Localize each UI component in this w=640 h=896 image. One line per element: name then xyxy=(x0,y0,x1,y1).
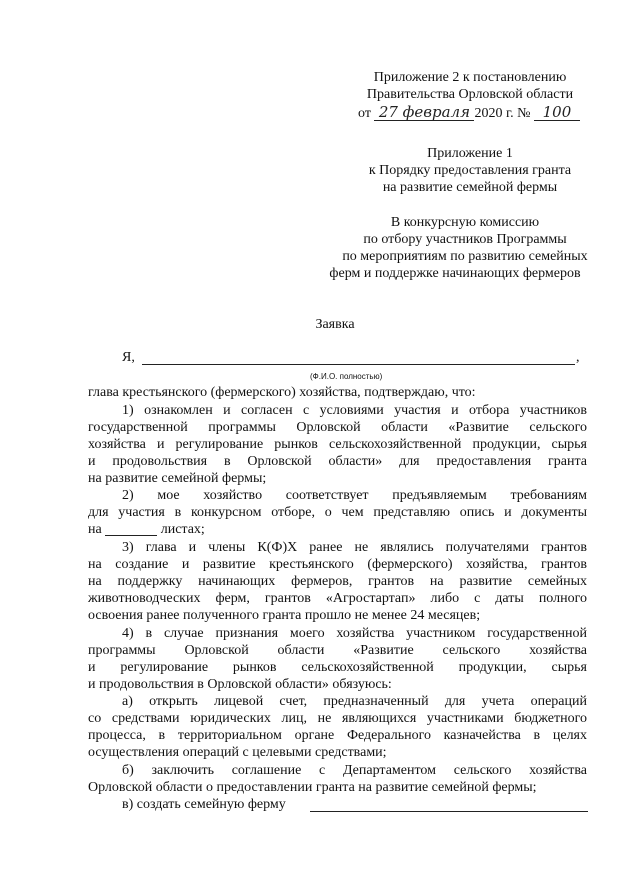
p4-line2: программы Орловской области «Развитие сельского хозяйства xyxy=(88,643,587,658)
appendix1-line1: Приложение 1 xyxy=(427,146,513,161)
pv-line1: в) создать семейную ферму xyxy=(122,797,286,812)
applicant-label: Я, xyxy=(122,350,135,365)
pb-line2: Орловской области о предоставлении гранта на развитие семейной фермы; xyxy=(88,780,537,795)
applicant-name-underline xyxy=(142,364,575,365)
pa-line1: а) открыть лицевой счет, предназначенный для учета операций xyxy=(122,694,587,709)
body-intro: глава крестьянского (фермерского) хозяйства, подтверждаю, что: xyxy=(88,385,476,400)
p1-line4: и продовольствия в Орловской области» для предоставления гранта xyxy=(88,454,587,469)
handwritten-date: 27 февраля xyxy=(374,104,474,121)
appendix2-line2: Правительства Орловской области xyxy=(366,87,574,102)
appendix2-date-line xyxy=(358,104,580,122)
family-farm-underline xyxy=(310,811,588,812)
pa-line4: осуществления операций с целевыми средствами; xyxy=(88,745,387,760)
p3-line1: 3) глава и члены К(Ф)Х ранее не являлись получателями грантов xyxy=(122,540,587,555)
p3-line5: освоения ранее полученного гранта прошло не менее 24 месяцев; xyxy=(88,608,481,623)
document-title: Заявка xyxy=(315,317,355,332)
p2-line2: для участия в конкурсном отборе, о чем представляю опись и документы xyxy=(88,505,587,520)
p4-line3: и регулирование рынков сельскохозяйственной продукции, сырья xyxy=(88,660,587,675)
p1-line2: государственной программы Орловской области «Развитие сельского xyxy=(88,420,587,435)
pa-line3: процесса, в территориальном органе Федерального казначейства в целях xyxy=(88,728,587,743)
p1-line5: на развитие семейной фермы; xyxy=(88,471,267,486)
p2-na: на xyxy=(88,522,102,537)
p3-line4: животноводческих ферм, грантов «Агростартап» либо с даты полного xyxy=(88,591,587,606)
handwritten-number: 100 xyxy=(534,104,580,121)
appendix1-line3: на развитие семейной фермы xyxy=(382,180,558,195)
addressee-line1: В конкурсную комиссию xyxy=(390,215,540,230)
addressee-line3: по мероприятиям по развитию семейных xyxy=(342,249,588,264)
pa-line2: со средствами юридических лиц, не являющихся участниками бюджетного xyxy=(88,711,587,726)
applicant-comma: , xyxy=(576,350,580,365)
appendix1-line2: к Порядку предоставления гранта xyxy=(368,163,572,178)
p2-sheets: листах; xyxy=(160,522,205,537)
p4-line4: и продовольствия в Орловской области» обязуюсь: xyxy=(88,677,392,692)
p2-line1: 2) мое хозяйство соответствует предъявляемым требованиям xyxy=(122,488,587,503)
pb-line1: б) заключить соглашение с Департаментом сельского хозяйства xyxy=(122,763,587,778)
year-text: 2020 г. № xyxy=(474,106,531,121)
addressee-line4: ферм и поддержке начинающих фермеров xyxy=(329,266,581,281)
appendix2-line1: Приложение 2 к постановлению xyxy=(373,70,567,85)
p1-line3: хозяйства и регулирование рынков сельскохозяйственной продукции, сырья xyxy=(88,437,587,452)
p3-line2: на создание и развитие крестьянского (фермерского) хозяйства, грантов xyxy=(88,557,587,572)
applicant-caption: (Ф.И.О. полностью) xyxy=(310,372,383,381)
date-prefix: от xyxy=(358,106,371,121)
p4-line1: 4) в случае признания моего хозяйства участником государственной xyxy=(122,626,587,641)
sheets-count-blank xyxy=(105,522,157,536)
addressee-line2: по отбору участников Программы xyxy=(363,232,567,247)
p2-line3 xyxy=(88,522,205,538)
p1-line1: 1) ознакомлен и согласен с условиями участия и отбора участников xyxy=(122,403,587,418)
p3-line3: на поддержку начинающих фермеров, грантов на развитие семейных xyxy=(88,574,587,589)
